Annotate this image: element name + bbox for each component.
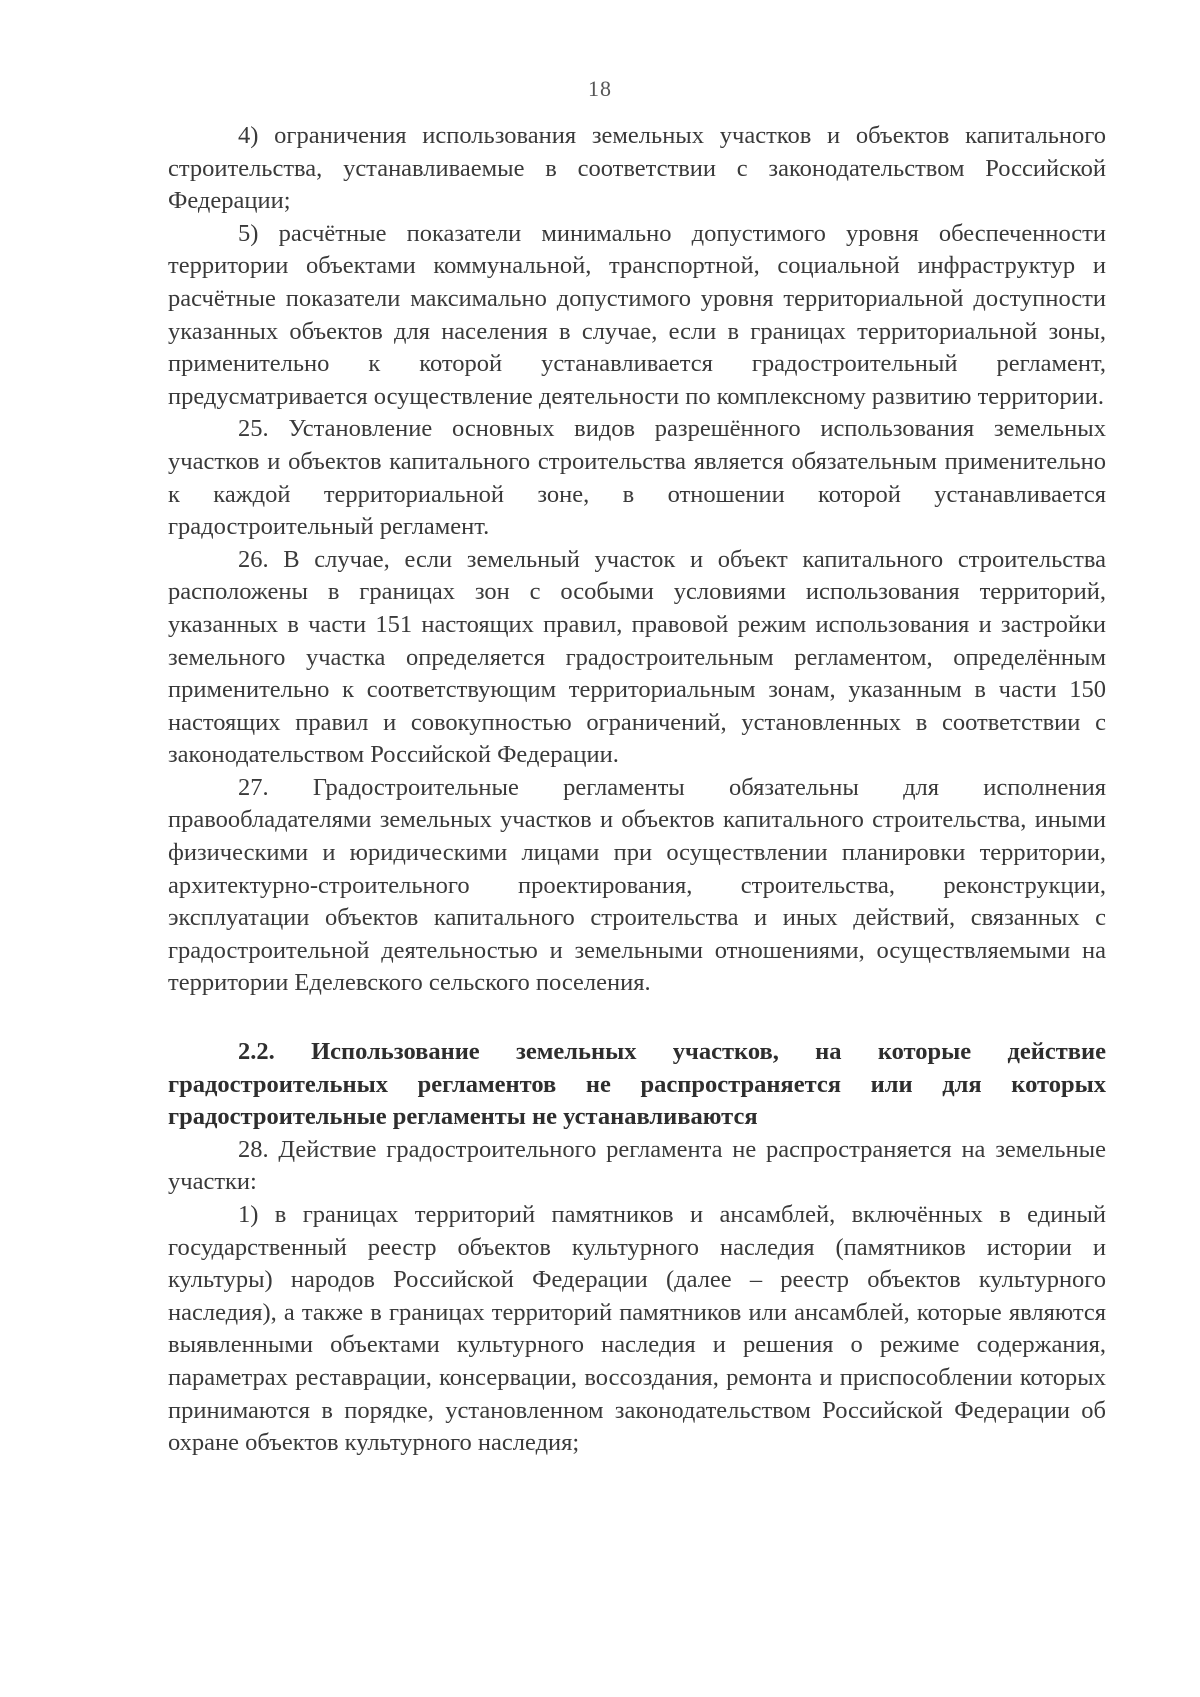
paragraph-27: 27. Градостроительные регламенты обязательны для исполнения правообладателями земельных участков и объектов капитального строительства, иными физическими и юридическими лицами при осуществлении планировки территории, архитектурно-строительного проектирования, строительства, реконструкции, эксплуатации объектов капитального строительства и иных действий, связанных с градостроительной деятельностью и земельными отношениями, осуществляемыми на территории Еделевского сельского поселения. bbox=[168, 773, 1106, 997]
paragraph-25: 25. Установление основных видов разрешённого использования земельных участков и объектов капитального строительства является обязательным применительно к каждой территориальной зоне, в отношении которой устанавливается градостроительный регламент. bbox=[168, 415, 1106, 541]
document-body bbox=[168, 120, 1106, 1460]
paragraph-26: 26. В случае, если земельный участок и объект капитального строительства расположены в границах зон с особыми условиями использования территорий, указанных в части 151 настоящих правил, правовой режим использования и застройки земельного участка определяется градостроительным регламентом, определённым применительно к соответствующим территориальным зонам, указанным в части 150 настоящих правил и совокупностью ограничений, установленных в соответствии с законодательством Российской Федерации. bbox=[168, 545, 1106, 769]
section-heading-2-2: 2.2. Использование земельных участков, на которые действие градостроительных регламентов не распространяется или для которых градостроительные регламенты не устанавливаются bbox=[168, 1038, 1106, 1131]
paragraph-item-5: 5) расчётные показатели минимально допустимого уровня обеспеченности территории объектами коммунальной, транспортной, социальной инфраструктур и расчётные показатели максимально допустимого уровня территориальной доступности указанных объектов для населения в случае, если в границах территориальной зоны, применительно к которой устанавливается градостроительный регламент, предусматривается осуществление деятельности по комплексному развитию территории. bbox=[168, 219, 1106, 410]
paragraph-item-4: 4) ограничения использования земельных участков и объектов капитального строительства, устанавливаемые в соответствии с законодательством Российской Федерации; bbox=[168, 122, 1106, 215]
paragraph-28-item-1: 1) в границах территорий памятников и ансамблей, включённых в единый государственный реестр объектов культурного наследия (памятников истории и культуры) народов Российской Федерации (далее – реестр объектов культурного наследия), а также в границах территорий памятников или ансамблей, которые являются выявленными объектами культурного наследия и решения о режиме содержания, параметрах реставрации, консервации, воссоздания, ремонта и приспособлении которых принимаются в порядке, установленном законодательством Российской Федерации об охране объектов культурного наследия; bbox=[168, 1201, 1106, 1457]
paragraph-28: 28. Действие градостроительного регламента не распространяется на земельные участки: bbox=[168, 1135, 1106, 1196]
page-number: 18 bbox=[588, 76, 612, 101]
